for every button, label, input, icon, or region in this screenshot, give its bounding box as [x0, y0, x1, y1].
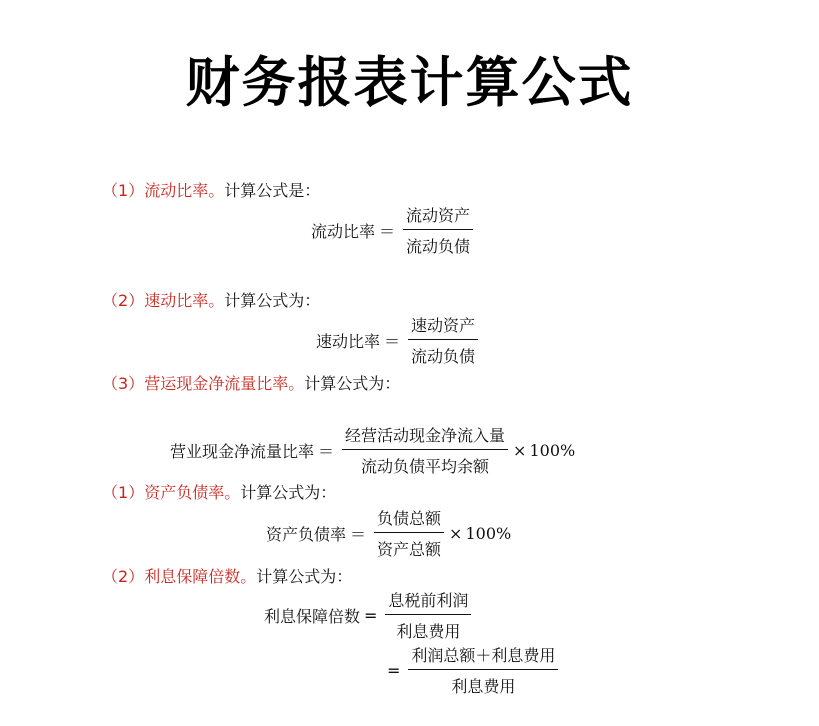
section-number: （1） — [102, 483, 145, 502]
formula-quick-ratio — [316, 313, 482, 367]
fraction-numerator: 经营活动现金净流入量 — [342, 423, 508, 450]
fraction-numerator: 负债总额 — [374, 506, 444, 533]
fraction-denominator: 流动负债 — [411, 347, 476, 366]
fraction-denominator: 资产总额 — [377, 540, 442, 559]
fraction-denominator: 利息费用 — [451, 677, 516, 696]
fraction-numerator: 利润总额＋利息费用 — [408, 643, 558, 670]
section-suffix: 计算公式是： — [224, 181, 321, 200]
fraction-denominator: 流动负债 — [406, 237, 471, 256]
section-name: 营运现金净流量比率。 — [144, 374, 305, 393]
section-heading-operating-cash-flow-ratio — [102, 371, 400, 394]
section-name: 资产负债率。 — [144, 483, 241, 502]
formula-lhs: 利息保障倍数 — [264, 606, 361, 626]
page-title: 财务报表计算公式 — [185, 50, 634, 114]
equals-sign: = — [387, 660, 401, 680]
formula-lhs: 流动比率 — [311, 221, 376, 241]
multiplier: 100% — [529, 440, 576, 460]
multiply-sign: × — [449, 523, 463, 543]
equals-sign: ＝ — [318, 441, 335, 461]
formula-interest-coverage-expanded — [383, 643, 562, 697]
section-heading-quick-ratio — [102, 288, 320, 311]
section-heading-debt-ratio — [102, 480, 336, 503]
section-name: 利息保障倍数。 — [144, 567, 257, 586]
fraction — [408, 643, 558, 697]
multiply-sign: × — [513, 440, 527, 460]
section-number: （2） — [102, 567, 145, 586]
section-suffix: 计算公式为： — [256, 567, 353, 586]
formula-lhs: 速动比率 — [316, 331, 381, 351]
formula-debt-ratio — [266, 506, 511, 560]
fraction — [403, 203, 473, 257]
fraction-denominator: 流动负债平均余额 — [361, 457, 490, 476]
section-number: （2） — [102, 291, 145, 310]
equals-sign: ＝ — [379, 221, 396, 241]
section-number: （3） — [102, 374, 145, 393]
fraction — [342, 423, 508, 477]
fraction-numerator: 速动资产 — [408, 313, 478, 340]
fraction — [385, 588, 471, 642]
formula-lhs: 资产负债率 — [266, 524, 347, 544]
fraction — [374, 506, 444, 560]
fraction — [408, 313, 478, 367]
fraction-denominator: 利息费用 — [396, 622, 461, 641]
section-suffix: 计算公式为： — [304, 374, 401, 393]
fraction-numerator: 息税前利润 — [385, 588, 471, 615]
equals-sign: ＝ — [384, 331, 401, 351]
section-name: 速动比率。 — [144, 291, 225, 310]
formula-operating-cash-flow-ratio — [170, 423, 575, 477]
formula-interest-coverage — [264, 588, 475, 642]
equals-sign: = — [364, 605, 378, 625]
section-number: （1） — [102, 181, 145, 200]
formula-current-ratio — [311, 203, 477, 257]
section-heading-current-ratio — [102, 178, 320, 201]
fraction-numerator: 流动资产 — [403, 203, 473, 230]
section-name: 流动比率。 — [144, 181, 225, 200]
equals-sign: ＝ — [350, 524, 367, 544]
section-heading-interest-coverage — [102, 564, 352, 587]
section-suffix: 计算公式为： — [224, 291, 321, 310]
section-suffix: 计算公式为： — [240, 483, 337, 502]
multiplier: 100% — [465, 523, 512, 543]
formula-lhs: 营业现金净流量比率 — [170, 441, 315, 461]
